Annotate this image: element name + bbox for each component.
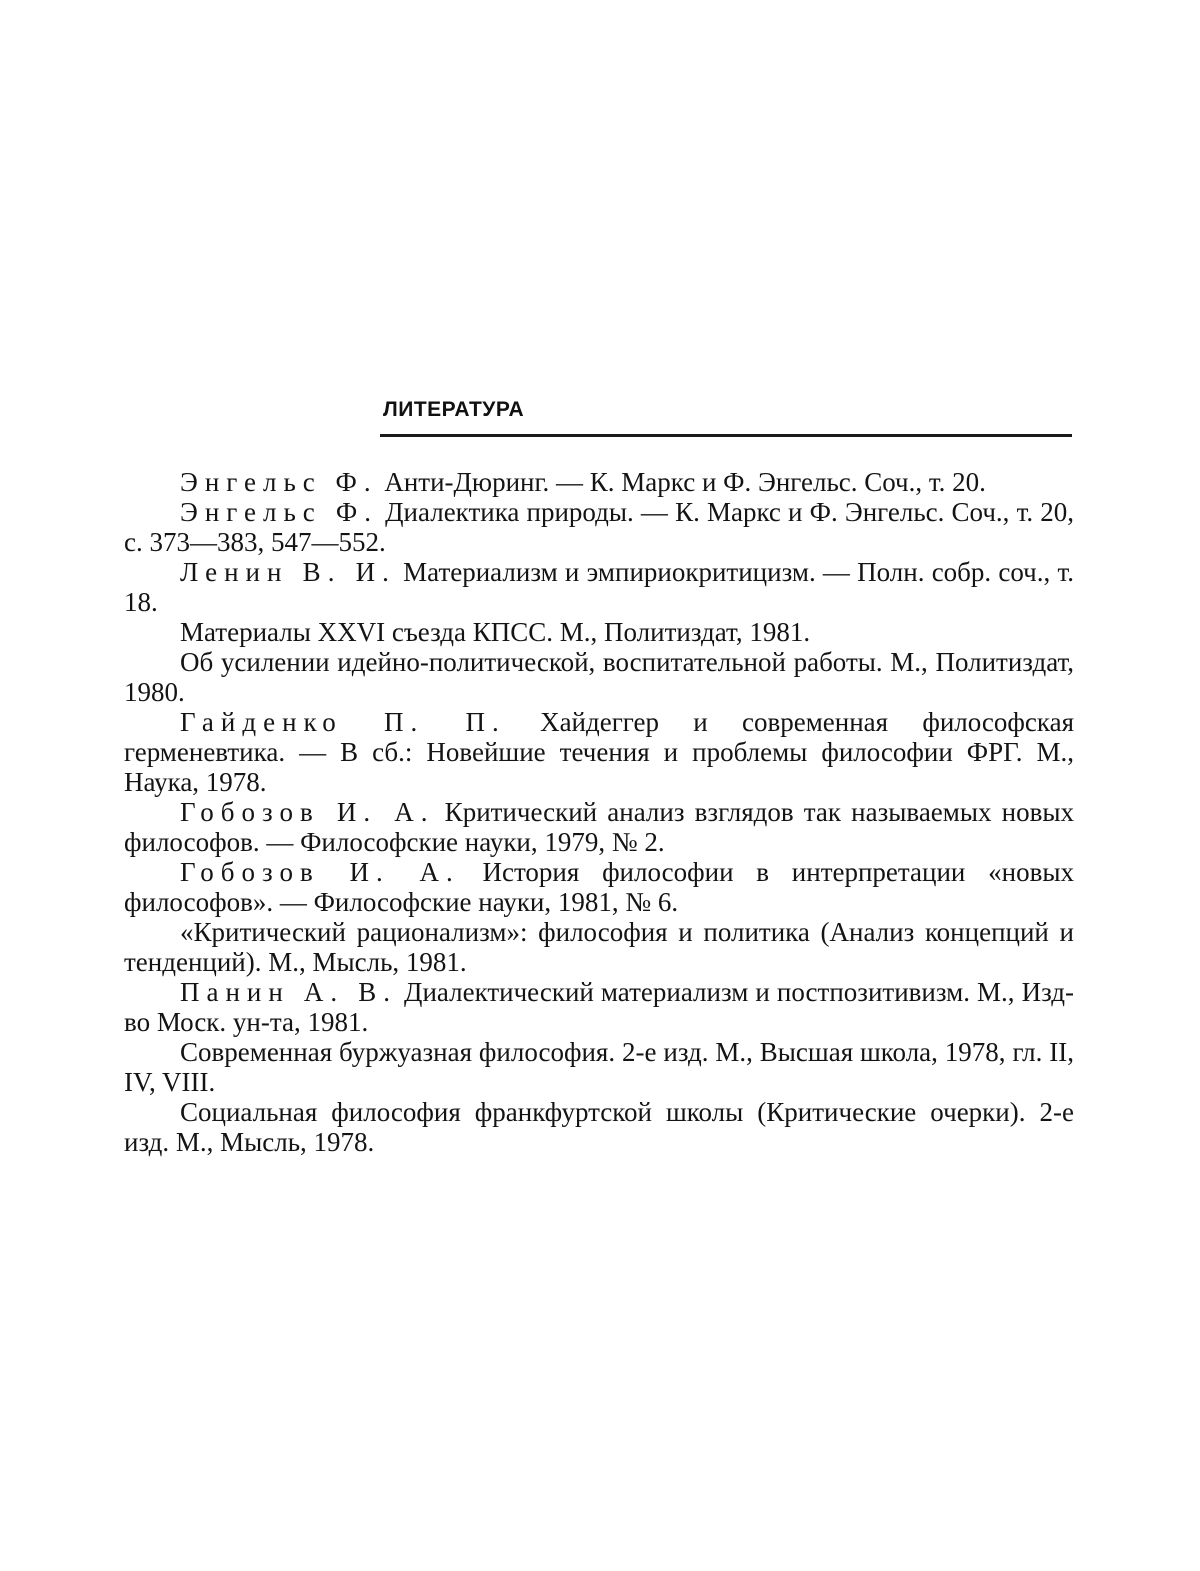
entry-author: Гайденко П. П. xyxy=(180,707,506,737)
entry-text: Диалектический материализм и постпозитивизм. М., Изд-во Моск. ун-та, 1981. xyxy=(124,977,1075,1037)
entry-author: Гобозов И. А. xyxy=(180,857,460,887)
bibliography-entry xyxy=(124,497,1074,557)
bibliography-entry xyxy=(124,917,1074,977)
entry-text: Критический анализ взглядов так называемых новых философов. — Философские науки, 1979, № 2. xyxy=(124,797,1074,857)
bibliography-entry xyxy=(124,857,1074,917)
entry-text: «Критический рационализм»: философия и политика (Анализ концепций и тенденций). М., Мысль, 1981. xyxy=(124,917,1074,977)
bibliography-entry xyxy=(124,557,1074,617)
entry-author: Ленин В. И. xyxy=(180,557,396,587)
bibliography-entry xyxy=(124,1097,1074,1157)
entry-author: Панин А. В. xyxy=(180,977,397,1007)
entry-text: История философии в интерпретации «новых философов». — Философские науки, 1981, № 6. xyxy=(124,857,1074,917)
entry-author: Гобозов И. А. xyxy=(180,797,435,827)
entry-author: Энгельс Ф. xyxy=(180,467,378,497)
entry-author: Энгельс Ф. xyxy=(180,497,378,527)
bibliography-entry xyxy=(124,467,1074,497)
bibliography-list xyxy=(124,467,1074,1157)
entry-text: Социальная философия франкфуртской школы (Критические очерки). 2-е изд. М., Мысль, 1978. xyxy=(124,1097,1074,1157)
bibliography-entry xyxy=(124,797,1074,857)
entry-text: Материализм и эмпириокритицизм. — Полн. собр. соч., т. 18. xyxy=(124,557,1074,617)
bibliography-entry xyxy=(124,977,1074,1037)
bibliography-entry xyxy=(124,617,1074,647)
bibliography-entry xyxy=(124,647,1074,707)
entry-text: Современная буржуазная философия. 2-е изд. М., Высшая школа, 1978, гл. II, IV, VIII. xyxy=(124,1037,1074,1097)
bibliography-entry xyxy=(124,1037,1074,1097)
entry-text: Диалектика природы. — К. Маркс и Ф. Энгельс. Соч., т. 20, с. 373—383, 547—552. xyxy=(124,497,1074,557)
heading-rule xyxy=(380,434,1072,437)
entry-text: Анти-Дюринг. — К. Маркс и Ф. Энгельс. Соч., т. 20. xyxy=(377,467,986,497)
bibliography-entry xyxy=(124,707,1074,797)
entry-text: Материалы XXVI съезда КПСС. М., Политиздат, 1981. xyxy=(180,617,811,647)
entry-text: Об усилении идейно-политической, воспитательной работы. М., Политиздат, 1980. xyxy=(124,647,1074,707)
section-heading: ЛИТЕРАТУРА xyxy=(383,398,525,421)
entry-text: Хайдеггер и современная философская герменевтика. — В сб.: Новейшие течения и проблемы философии ФРГ. М., Наука, 1978. xyxy=(124,707,1074,797)
